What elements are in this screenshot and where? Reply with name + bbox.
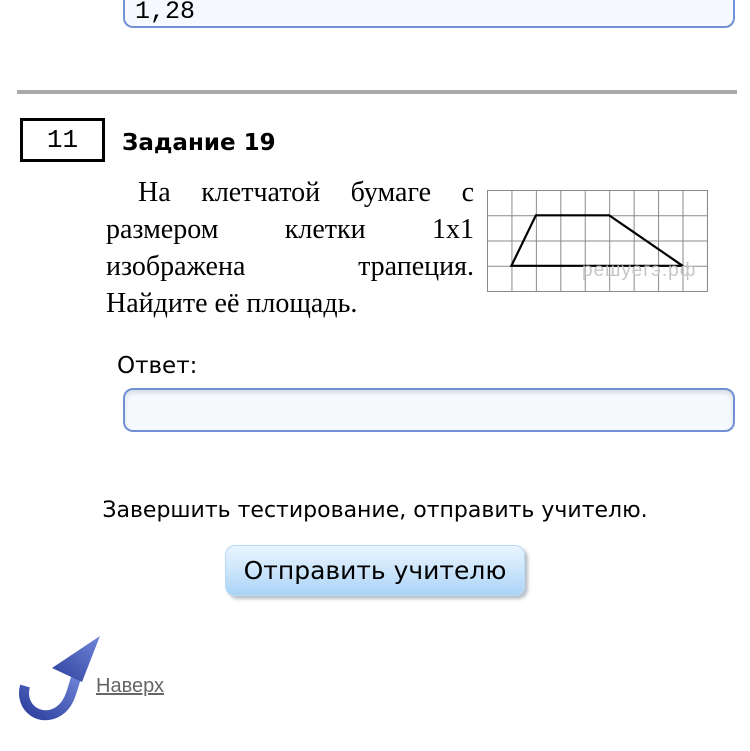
previous-answer-input[interactable]	[123, 0, 735, 28]
task-number-box	[20, 118, 105, 162]
watermark-text: решуегэ.рф	[582, 260, 697, 281]
trapezoid-shape	[511, 215, 682, 265]
task-title: Задание 19	[122, 130, 276, 156]
back-to-top-link[interactable]: Наверх	[96, 675, 164, 697]
finish-instruction: Завершить тестирование, отправить учителю.	[102, 498, 648, 523]
curved-arrow-up-icon	[14, 630, 106, 722]
answer-label: Ответ:	[117, 353, 198, 379]
task-number: 11	[46, 125, 79, 155]
task-figure-image	[487, 190, 708, 292]
answer-input[interactable]	[123, 388, 735, 432]
section-divider	[17, 90, 737, 94]
task-text: На клетчатой бумаге с размером клетки 1x1 изображена трапеция. Найдите её площадь.	[106, 177, 474, 319]
back-to-top-icon[interactable]	[14, 630, 106, 722]
submit-to-teacher-button[interactable]: Отправить учителю	[225, 545, 525, 596]
